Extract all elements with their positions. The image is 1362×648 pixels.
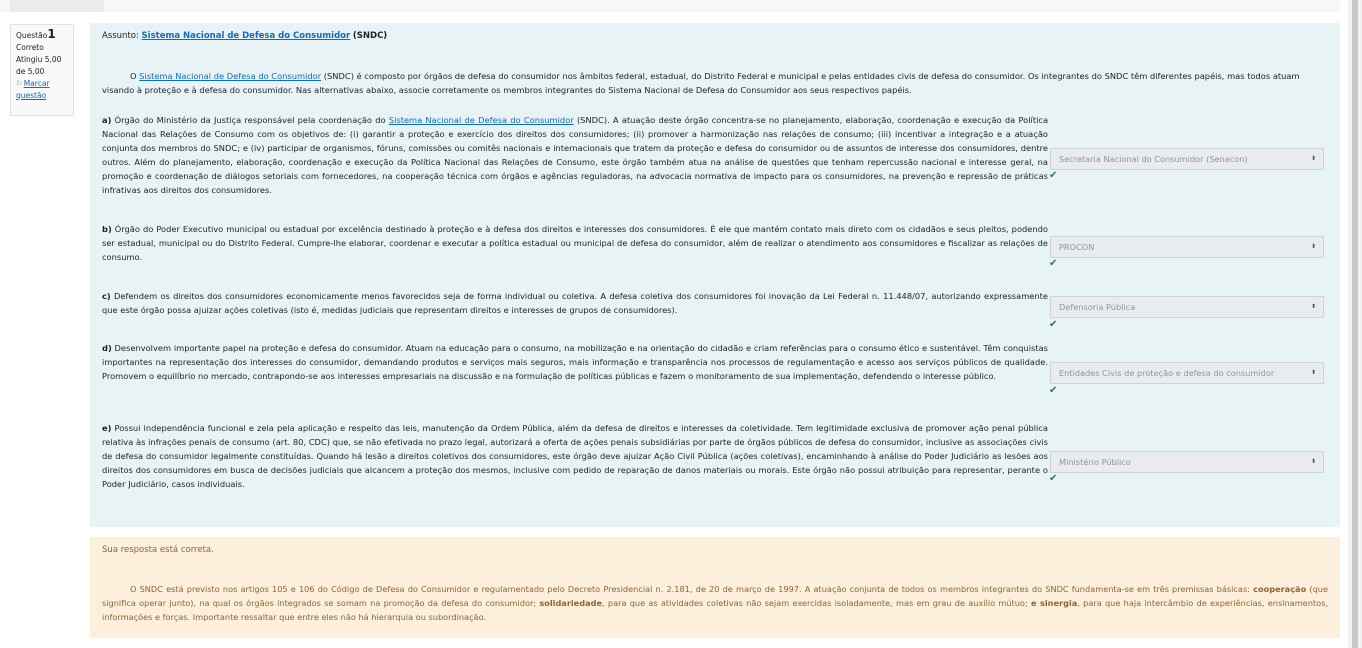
item-e-select[interactable] [1050,451,1324,473]
item-d-selected: Entidades Civis de proteção e defesa do consumidor [1059,368,1275,378]
question-label: Questão [16,31,48,40]
feedback-text-4: , para que haja intercâmbio de experiências, ensinamentos, informações e forças. Importante ressaltar que entre eles não há hierarquia ou subordinação. [102,598,1328,622]
item-a [102,113,1048,197]
feedback-bold-2: solidariedade [539,598,603,608]
chevron-updown-icon: ⬍ [1310,155,1316,162]
feedback-bold-1: cooperação [1253,584,1307,594]
intro-text-2: (SNDC) é composto por órgãos de defesa do consumidor nos âmbitos federal, estadual, do Distrito Federal e municipal e pelas entidades civis de defesa do consumidor. Os integrantes do SNDC têm diferentes papéis, mas todos atuam visando à proteção e à defesa do consumidor. Nas alternativas abaixo, associe corretamente os membros integrantes do Sistema Nacional de Defesa do Consumidor aos seus respectivos papéis. [102,71,1300,95]
item-d [102,341,1048,383]
intro-paragraph [102,69,1330,97]
item-d-select[interactable] [1050,362,1324,384]
question-info [10,24,74,116]
feedback-bold-3: e sinergia [1030,598,1078,608]
item-e-selected: Ministério Público [1059,457,1131,467]
item-a-letter: a) [102,115,112,125]
item-d-text-1: Desenvolvem importante papel na proteção e defesa do consumidor. Atuam na educação para o consumo, na mobilização e na orientação do cidadão e criam referências para o consumo ético e sustentável. Têm conquistas importantes na representação dos interesses do consumidor, demandando produtos e serviços mais seguros, mais informação e transparência nos processos de regulamentação e acesso aos serviços públicos de qualidade. Promovem o equilíbrio no mercado, contrapondo-se aos interesses empresariais na discussão e na formulação de políticas públicas e fazem o monitoramento de sua implementação, defendendo o interesse público. [102,343,1048,381]
chevron-updown-icon: ⬍ [1310,243,1316,250]
chevron-updown-icon: ⬍ [1310,303,1316,310]
item-b-select[interactable] [1050,236,1324,258]
item-b [102,222,1048,264]
flag-icon[interactable]: ⚐ [16,79,23,88]
item-c-letter: c) [102,291,111,301]
feedback-text-1: O SNDC está previsto nos artigos 105 e 106 do Código de Defesa do Consumidor e regulamentado pelo Decreto Presidencial n. 2.181, de 20 de março de 1997. A atuação conjunta de todos os membros integrantes do SNDC fundamenta-se em três premissas básicas: [130,584,1250,594]
flag-question-link[interactable] [16,78,68,102]
item-a-selected: Secretaria Nacional do Consumidor (Senacon) [1059,154,1248,164]
item-c-selected: Defensoria Pública [1059,302,1136,312]
check-icon: ✔ [1049,385,1058,396]
item-d-text [102,341,1048,383]
check-icon: ✔ [1049,170,1058,181]
question-formulation [90,23,1340,527]
item-a-text-1: Órgão do Ministério da Justiça responsável pela coordenação do [114,115,386,125]
top-tab[interactable] [10,0,104,12]
intro-text-1: O [130,71,137,81]
item-c-select[interactable] [1050,296,1324,318]
chevron-updown-icon: ⬍ [1310,369,1316,376]
item-e [102,421,1048,491]
flag-question-label[interactable]: Marcar questão [16,79,50,100]
item-c-text-1: Defendem os direitos dos consumidores economicamente menos favorecidos seja de forma individual ou coletiva. A defesa coletiva dos consumidores foi inovação da Lei Federal n. 11.448/07, autorizando expressamente que este órgão possa ajuizar ações coletivas (isto é, medidas judiciais que representam direitos e interesses de grupos de consumidores). [102,291,1048,315]
item-c [102,289,1048,317]
chevron-updown-icon: ⬍ [1310,458,1316,465]
question-grade-1: Atingiu 5,00 [16,55,62,64]
top-strip [0,0,1340,12]
intro-link[interactable]: Sistema Nacional de Defesa do Consumidor [139,71,322,81]
feedback-text-2: (que significa operar junto), na qual os órgãos integrados se somam na promoção da defesa do consumidor; [102,584,1328,608]
feedback-text-3: , para que as atividades coletivas não sejam exercidas isoladamente, mas em grau de auxílio mútuo; [602,598,1028,608]
item-a-text [102,113,1048,197]
question-number: 1 [47,27,56,41]
subject-abbr: (SNDC) [352,31,388,41]
item-e-text [102,421,1048,491]
check-icon: ✔ [1049,319,1058,330]
item-e-text-1: Possui independência funcional e zela pela aplicação e respeito das leis, manutenção da Ordem Pública, além da defesa de direitos e interesses da coletividade. Tem legitimidade exclusiva de promover ação penal pública relativa às infrações penais de consumo (art. 80, CDC) que, se não efetivada no prazo legal, autorizará a oferta de ações penais subsidiárias por parte de órgãos públicos de defesa do consumidor, inclusive as associações civis de defesa do consumidor legalmente constituídas. Quando há lesão a direitos coletivos dos consumidores, este órgão deve ajuizar Ação Civil Pública (ações coletivas), encaminhando à análise do Poder Judiciário as lesões aos direitos dos consumidores em busca de decisões judiciais que alcancem a proteção dos mesmos, inclusive com pedido de reparação de danos materiais ou morais. Este órgão não possui atribuição para representar, perante o Poder Judiciário, casos individuais. [102,423,1048,489]
item-a-select[interactable] [1050,148,1324,170]
subject-line [102,31,387,41]
check-icon: ✔ [1049,473,1058,484]
item-b-text [102,222,1048,264]
item-e-letter: e) [102,423,112,433]
question-state: Correto [16,43,44,52]
check-icon: ✔ [1049,258,1058,269]
item-b-text-1: Órgão do Poder Executivo municipal ou estadual por excelência destinado à proteção e à defesa dos direitos e interesses dos consumidores. É ele que mantém contato mais direto com os cidadãos e seus pleitos, podendo ser estadual, municipal ou do Distrito Federal. Cumpre-lhe elaborar, coordenar e executar a política estadual ou municipal de defesa do consumidor, além de realizar o atendimento aos consumidores e fiscalizar as relações de consumo. [102,224,1048,262]
item-c-text [102,289,1048,317]
scrollbar-thumb[interactable] [1352,0,1358,648]
question-number-line [16,28,68,42]
subject-link[interactable]: Sistema Nacional de Defesa do Consumidor [141,31,351,41]
subject-prefix: Assunto: [102,31,139,41]
item-d-letter: d) [102,343,112,353]
item-b-letter: b) [102,224,112,234]
item-a-text-2: (SNDC). A atuação deste órgão concentra-se no planejamento, elaboração, coordenação e execução da Política Nacional das Relações de Consumo com os objetivos de: (i) garantir a proteção e exercício dos direitos dos consumidores; (ii) promover a harmonização nas relações de consumo; (iii) incentivar a integração e a atuação conjunta dos membros do SNDC; e (iv) participar de organismos, fóruns, comissões ou comitês nacionais e internacionais que tratem da proteção e defesa do consumidor ou de assuntos de interesse dos consumidores, dentre outros. Além do planejamento, elaboração, coordenação e execução da Política Nacional das Relações de Consumo, este órgão também atua na análise de questões que tenham repercussão nacional e interesse geral, na promoção e coordenação de diálogos setoriais com fornecedores, na cooperação técnica com órgãos e agências reguladoras, na advocacia normativa de impacto para os consumidores, na prevenção e repressão de práticas infrativas aos direitos dos consumidores. [102,115,1049,195]
question-grade-2: de 5,00 [16,67,45,76]
feedback-text [102,582,1328,624]
item-b-selected: PROCON [1059,242,1095,252]
feedback-correct: Sua resposta está correta. [102,545,214,555]
feedback-box [90,537,1340,638]
item-a-link[interactable]: Sistema Nacional de Defesa do Consumidor [388,115,574,125]
